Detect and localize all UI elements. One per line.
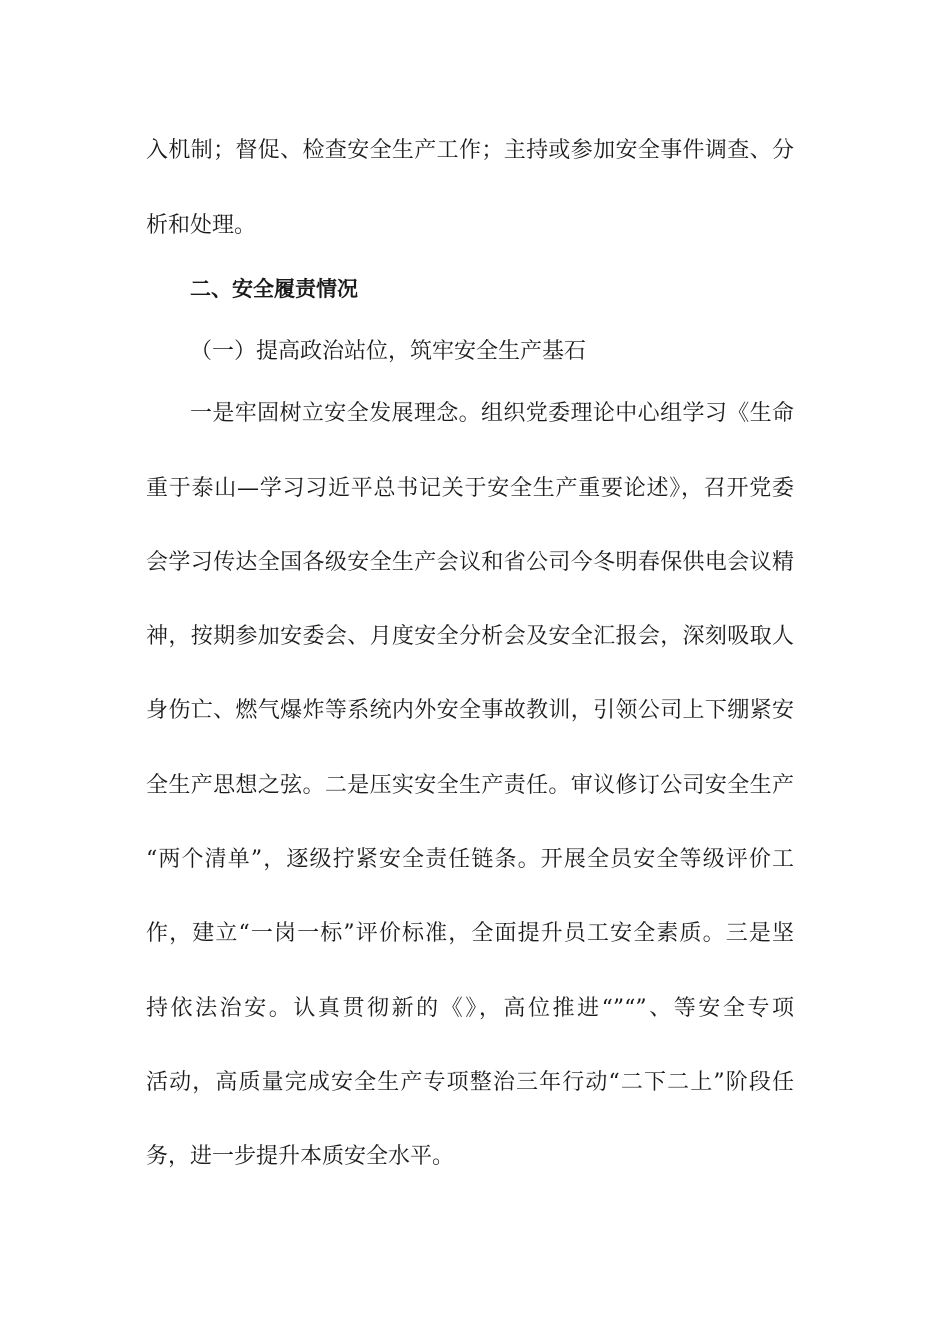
paragraph-line: 入机制；督促、检查安全生产工作；主持或参加安全事件调查、分 [146, 138, 794, 163]
subsection-heading: （一）提高政治站位，筑牢安全生产基石 [190, 339, 587, 364]
paragraph-line: 析和处理。 [146, 213, 257, 238]
paragraph-line: 务，进一步提升本质安全水平。 [146, 1144, 455, 1169]
paragraph-line: 活动，高质量完成安全生产专项整治三年行动“二下二上”阶段任 [146, 1070, 794, 1095]
paragraph-line: 重于泰山—学习习近平总书记关于安全生产重要论述》，召开党委 [146, 476, 794, 501]
paragraph-line: 身伤亡、燃气爆炸等系统内外安全事故教训，引领公司上下绷紧安 [146, 698, 794, 723]
paragraph-line: 一是牢固树立安全发展理念。组织党委理论中心组学习《生命 [190, 401, 794, 426]
paragraph-line: 作，建立“一岗一标”评价标准，全面提升员工安全素质。三是坚 [146, 921, 794, 946]
paragraph-line: 会学习传达全国各级安全生产会议和省公司今冬明春保供电会议精 [146, 550, 794, 575]
paragraph-line: 持依法治安。认真贯彻新的《》，高位推进“”“”、等安全专项 [146, 996, 794, 1021]
paragraph-line: “两个清单”，逐级拧紧安全责任链条。开展全员安全等级评价工 [146, 847, 794, 872]
paragraph-line: 神，按期参加安委会、月度安全分析会及安全汇报会，深刻吸取人 [146, 624, 794, 649]
section-heading: 二、安全履责情况 [190, 277, 358, 301]
paragraph-line: 全生产思想之弦。二是压实安全生产责任。审议修订公司安全生产 [146, 773, 794, 798]
